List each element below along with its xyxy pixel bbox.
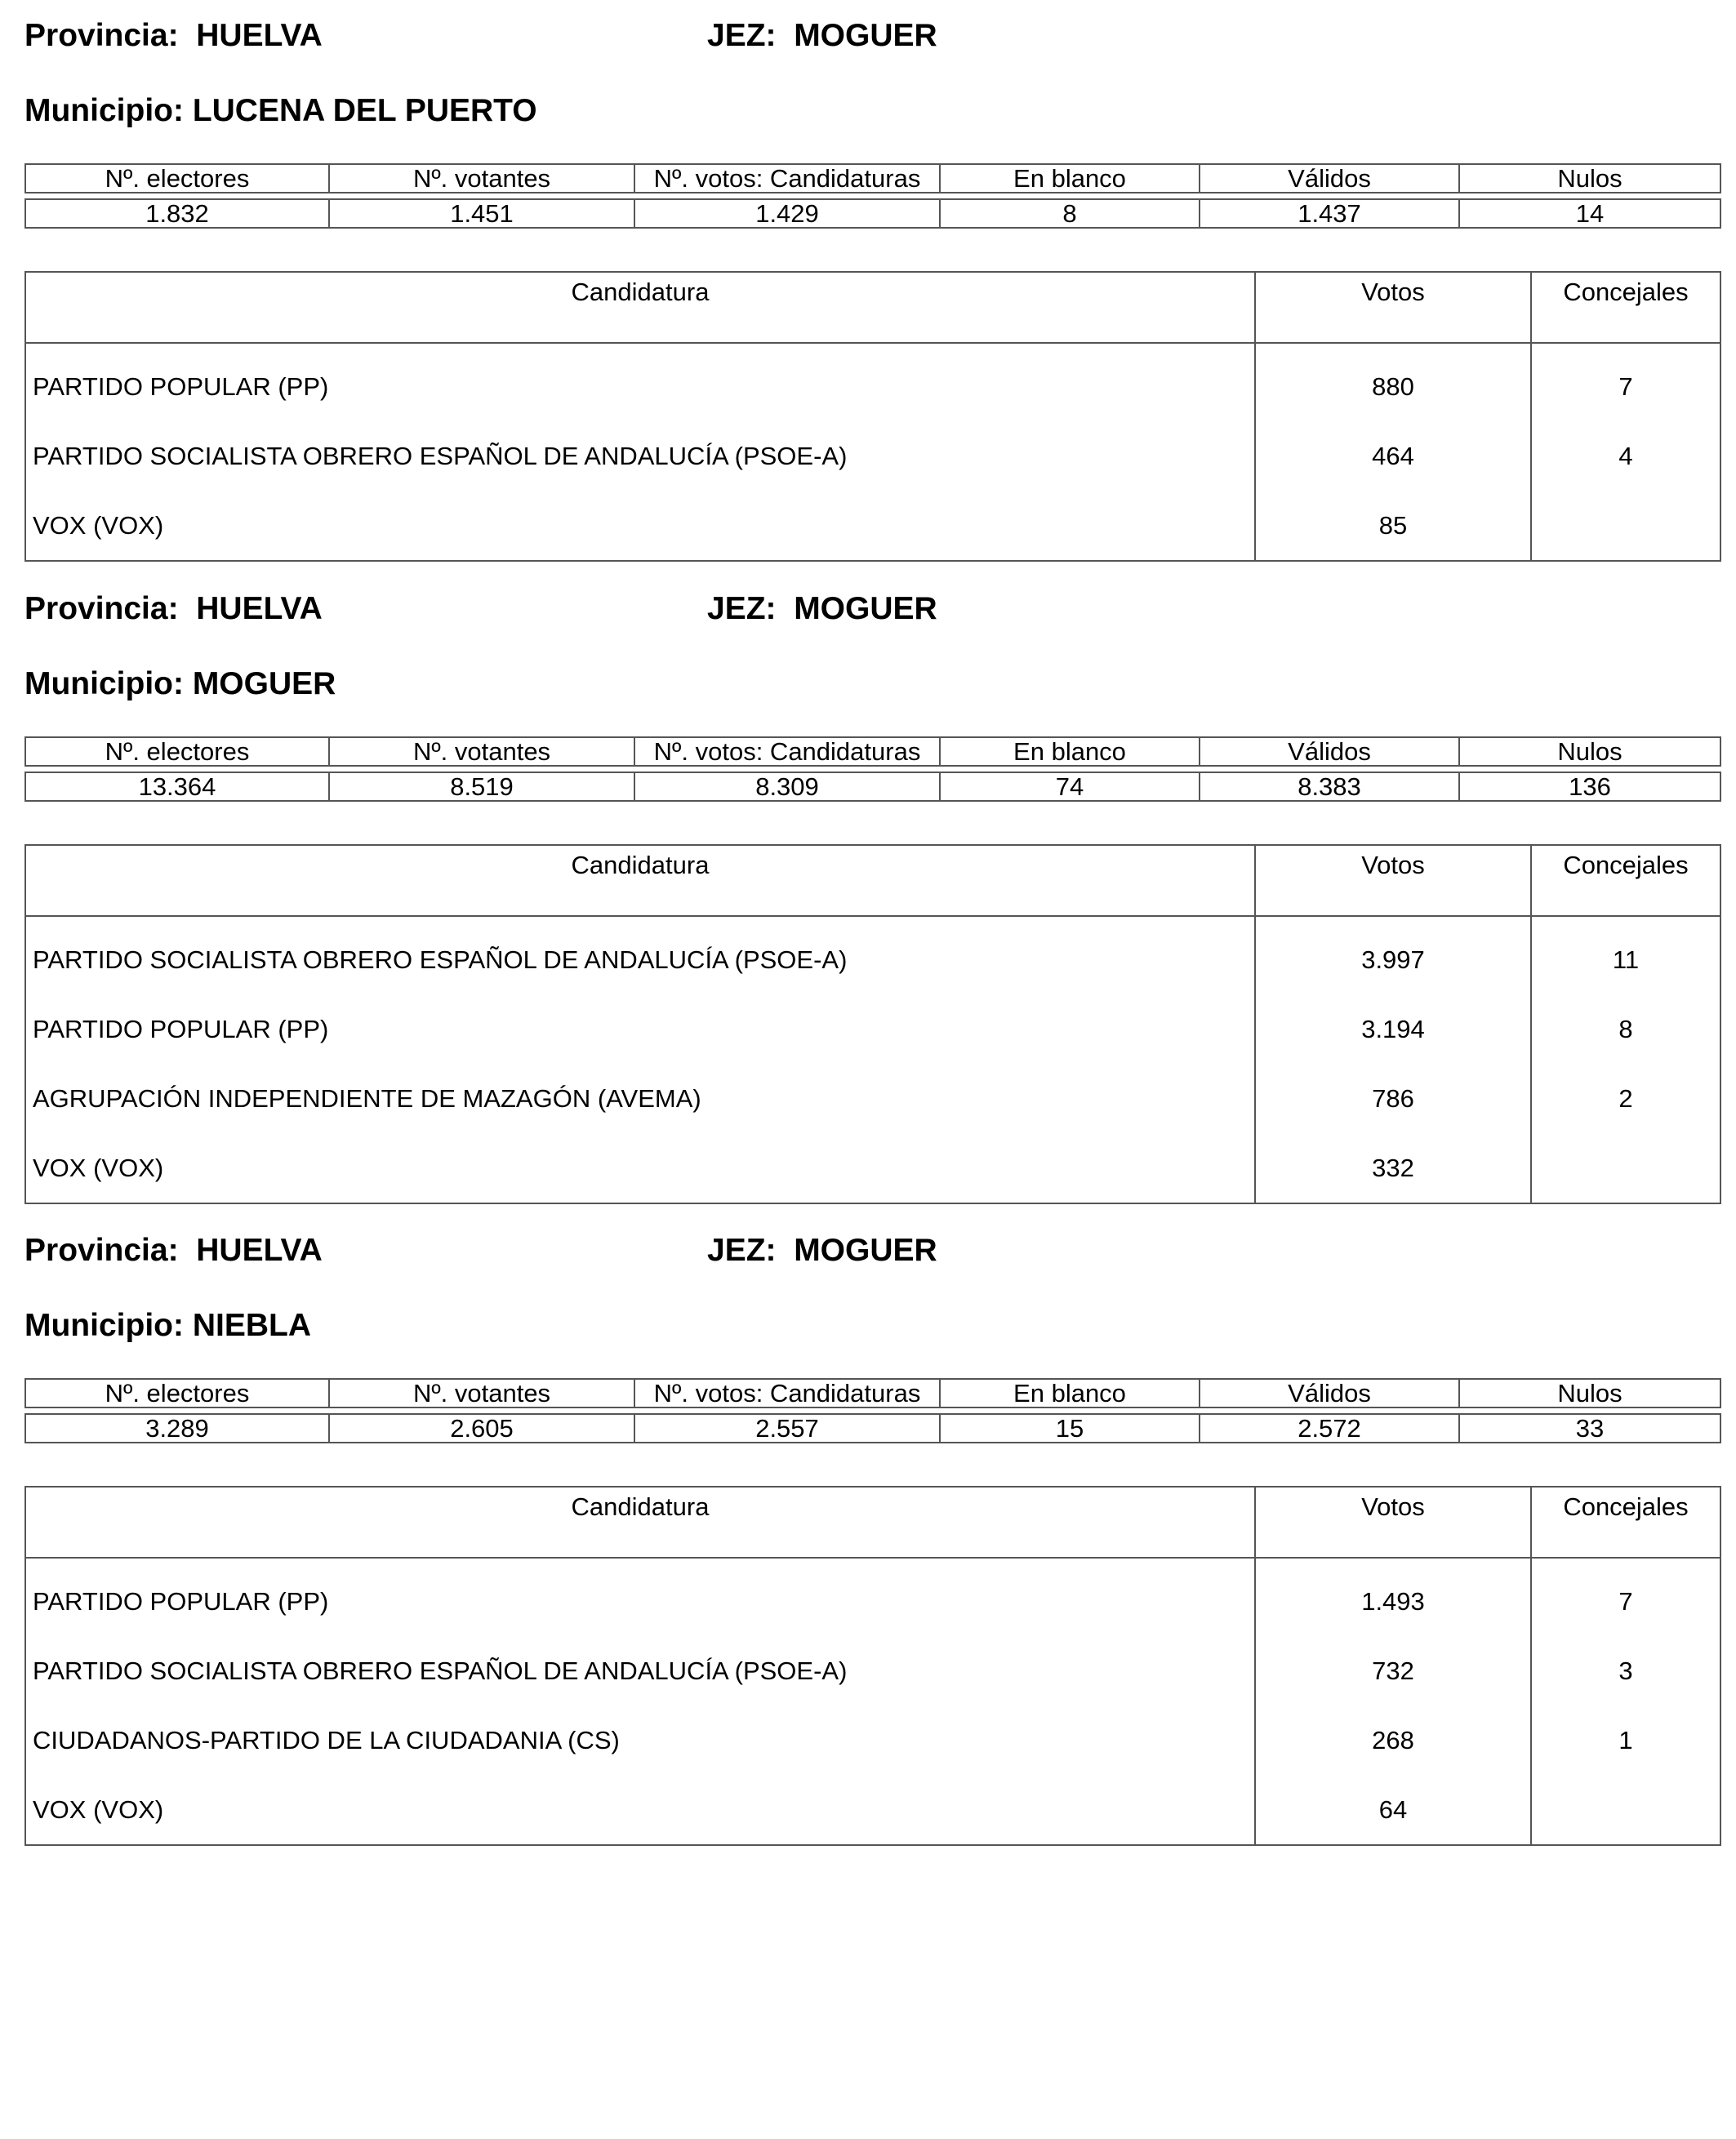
provincia-heading bbox=[24, 591, 323, 627]
candidatura-concejales: 2 bbox=[1531, 1064, 1720, 1133]
municipio-label: Municipio: bbox=[24, 93, 184, 128]
candidatura-concejales: 3 bbox=[1531, 1636, 1720, 1705]
candidatura-concejales: 7 bbox=[1531, 1558, 1720, 1636]
stats-value-cell: 1.451 bbox=[329, 199, 634, 228]
candidaturas-table bbox=[24, 1486, 1721, 1846]
jez-label: JEZ: bbox=[707, 591, 777, 626]
municipio-value: MOGUER bbox=[192, 666, 336, 701]
stats-header-cell: Nulos bbox=[1459, 164, 1720, 193]
stats-header-cell: Nulos bbox=[1459, 1379, 1720, 1407]
stats-value-cell: 2.557 bbox=[634, 1414, 940, 1443]
candidatura-concejales: 4 bbox=[1531, 421, 1720, 491]
jez-label: JEZ: bbox=[707, 18, 777, 53]
candidatura-votos: 3.194 bbox=[1255, 994, 1531, 1064]
candidatura-row bbox=[25, 1775, 1720, 1845]
candidaturas-header-cell: Votos bbox=[1255, 1487, 1531, 1558]
candidatura-votos: 85 bbox=[1255, 491, 1531, 561]
stats-header-row bbox=[25, 164, 1720, 193]
candidatura-row bbox=[25, 1064, 1720, 1133]
stats-value-cell: 15 bbox=[940, 1414, 1200, 1443]
stats-value-cell: 136 bbox=[1459, 772, 1720, 801]
stats-header-row bbox=[25, 737, 1720, 766]
stats-value-cell: 8 bbox=[940, 199, 1200, 228]
stats-value-cell: 1.832 bbox=[25, 199, 329, 228]
stats-value-cell: 2.572 bbox=[1200, 1414, 1459, 1443]
candidaturas-header-row bbox=[25, 1487, 1720, 1558]
stats-value-cell: 1.437 bbox=[1200, 199, 1459, 228]
candidatura-name: CIUDADANOS-PARTIDO DE LA CIUDADANIA (CS) bbox=[33, 1725, 620, 1754]
stats-header-cell: Nº. votantes bbox=[329, 1379, 634, 1407]
candidatura-name: PARTIDO SOCIALISTA OBRERO ESPAÑOL DE ANDALUCÍA (PSOE-A) bbox=[33, 1656, 848, 1685]
candidaturas-header-cell: Concejales bbox=[1531, 272, 1720, 343]
stats-value-cell: 2.605 bbox=[329, 1414, 634, 1443]
candidaturas-header-cell: Candidatura bbox=[25, 1487, 1255, 1558]
stats-values-row bbox=[25, 199, 1720, 228]
candidatura-concejales bbox=[1531, 1133, 1720, 1203]
municipio-heading bbox=[24, 666, 336, 702]
candidatura-votos: 880 bbox=[1255, 343, 1531, 421]
stats-header-row bbox=[25, 1379, 1720, 1407]
stats-values-row bbox=[25, 772, 1720, 801]
stats-value-cell: 3.289 bbox=[25, 1414, 329, 1443]
candidatura-name: PARTIDO SOCIALISTA OBRERO ESPAÑOL DE ANDALUCÍA (PSOE-A) bbox=[33, 945, 848, 974]
candidatura-votos: 1.493 bbox=[1255, 1558, 1531, 1636]
candidatura-votos: 464 bbox=[1255, 421, 1531, 491]
candidaturas-header-cell: Concejales bbox=[1531, 845, 1720, 916]
candidatura-concejales: 11 bbox=[1531, 916, 1720, 994]
stats-header-cell: Nulos bbox=[1459, 737, 1720, 766]
stats-header-table bbox=[24, 736, 1721, 767]
jez-heading bbox=[707, 1233, 937, 1269]
jez-value: MOGUER bbox=[794, 18, 937, 53]
candidatura-concejales: 8 bbox=[1531, 994, 1720, 1064]
municipio-value: LUCENA DEL PUERTO bbox=[192, 93, 537, 128]
candidatura-row bbox=[25, 916, 1720, 994]
candidaturas-header-cell: Concejales bbox=[1531, 1487, 1720, 1558]
candidaturas-table bbox=[24, 844, 1721, 1204]
stats-header-table bbox=[24, 1378, 1721, 1408]
stats-header-cell: En blanco bbox=[940, 737, 1200, 766]
provincia-value: HUELVA bbox=[196, 591, 323, 626]
stats-value-cell: 74 bbox=[940, 772, 1200, 801]
provincia-label: Provincia: bbox=[24, 1233, 179, 1268]
candidatura-votos: 268 bbox=[1255, 1705, 1531, 1775]
provincia-heading bbox=[24, 18, 323, 54]
candidatura-votos: 64 bbox=[1255, 1775, 1531, 1845]
candidatura-name: PARTIDO POPULAR (PP) bbox=[33, 1586, 329, 1616]
municipio-label: Municipio: bbox=[24, 1308, 184, 1343]
stats-header-cell: En blanco bbox=[940, 164, 1200, 193]
stats-value-cell: 8.383 bbox=[1200, 772, 1459, 801]
provincia-value: HUELVA bbox=[196, 18, 323, 53]
stats-value-cell: 13.364 bbox=[25, 772, 329, 801]
candidatura-name: PARTIDO POPULAR (PP) bbox=[33, 371, 329, 401]
candidaturas-header-cell: Votos bbox=[1255, 845, 1531, 916]
candidaturas-header-row bbox=[25, 272, 1720, 343]
stats-values-table bbox=[24, 1413, 1721, 1443]
stats-header-cell: Nº. electores bbox=[25, 1379, 329, 1407]
stats-header-cell: Nº. votos: Candidaturas bbox=[634, 737, 940, 766]
provincia-heading bbox=[24, 1233, 323, 1269]
candidatura-name: VOX (VOX) bbox=[33, 1153, 164, 1182]
stats-header-table bbox=[24, 163, 1721, 193]
candidatura-concejales: 1 bbox=[1531, 1705, 1720, 1775]
jez-label: JEZ: bbox=[707, 1233, 777, 1268]
candidatura-name: VOX (VOX) bbox=[33, 510, 164, 540]
candidatura-votos: 786 bbox=[1255, 1064, 1531, 1133]
stats-value-cell: 14 bbox=[1459, 199, 1720, 228]
stats-header-cell: Nº. votantes bbox=[329, 164, 634, 193]
candidatura-concejales bbox=[1531, 1775, 1720, 1845]
stats-values-table bbox=[24, 198, 1721, 229]
candidatura-concejales bbox=[1531, 491, 1720, 561]
candidaturas-table bbox=[24, 271, 1721, 562]
candidatura-row bbox=[25, 1558, 1720, 1636]
stats-header-cell: Válidos bbox=[1200, 737, 1459, 766]
jez-value: MOGUER bbox=[794, 591, 937, 626]
stats-value-cell: 33 bbox=[1459, 1414, 1720, 1443]
provincia-value: HUELVA bbox=[196, 1233, 323, 1268]
stats-header-cell: Válidos bbox=[1200, 1379, 1459, 1407]
candidaturas-header-cell: Candidatura bbox=[25, 845, 1255, 916]
provincia-label: Provincia: bbox=[24, 18, 179, 53]
municipio-value: NIEBLA bbox=[192, 1308, 311, 1343]
stats-value-cell: 8.519 bbox=[329, 772, 634, 801]
jez-heading bbox=[707, 18, 937, 54]
stats-value-cell: 8.309 bbox=[634, 772, 940, 801]
candidatura-row bbox=[25, 491, 1720, 561]
jez-heading bbox=[707, 591, 937, 627]
candidatura-row bbox=[25, 994, 1720, 1064]
municipio-heading bbox=[24, 93, 537, 129]
stats-header-cell: Válidos bbox=[1200, 164, 1459, 193]
candidatura-row bbox=[25, 1705, 1720, 1775]
candidatura-row bbox=[25, 1636, 1720, 1705]
candidatura-name: PARTIDO POPULAR (PP) bbox=[33, 1014, 329, 1043]
stats-values-row bbox=[25, 1414, 1720, 1443]
candidaturas-header-cell: Votos bbox=[1255, 272, 1531, 343]
candidatura-votos: 3.997 bbox=[1255, 916, 1531, 994]
stats-header-cell: Nº. votos: Candidaturas bbox=[634, 1379, 940, 1407]
stats-value-cell: 1.429 bbox=[634, 199, 940, 228]
candidatura-name: PARTIDO SOCIALISTA OBRERO ESPAÑOL DE ANDALUCÍA (PSOE-A) bbox=[33, 441, 848, 470]
municipio-heading bbox=[24, 1308, 311, 1344]
candidatura-row bbox=[25, 1133, 1720, 1203]
municipio-label: Municipio: bbox=[24, 666, 184, 701]
stats-header-cell: En blanco bbox=[940, 1379, 1200, 1407]
candidaturas-header-cell: Candidatura bbox=[25, 272, 1255, 343]
stats-values-table bbox=[24, 772, 1721, 802]
stats-header-cell: Nº. electores bbox=[25, 737, 329, 766]
stats-header-cell: Nº. electores bbox=[25, 164, 329, 193]
candidatura-row bbox=[25, 421, 1720, 491]
candidaturas-header-row bbox=[25, 845, 1720, 916]
candidatura-name: VOX (VOX) bbox=[33, 1794, 164, 1824]
candidatura-votos: 332 bbox=[1255, 1133, 1531, 1203]
candidatura-row bbox=[25, 343, 1720, 421]
candidatura-name: AGRUPACIÓN INDEPENDIENTE DE MAZAGÓN (AVEMA) bbox=[33, 1083, 701, 1113]
candidatura-concejales: 7 bbox=[1531, 343, 1720, 421]
stats-header-cell: Nº. votantes bbox=[329, 737, 634, 766]
stats-header-cell: Nº. votos: Candidaturas bbox=[634, 164, 940, 193]
candidatura-votos: 732 bbox=[1255, 1636, 1531, 1705]
provincia-label: Provincia: bbox=[24, 591, 179, 626]
jez-value: MOGUER bbox=[794, 1233, 937, 1268]
